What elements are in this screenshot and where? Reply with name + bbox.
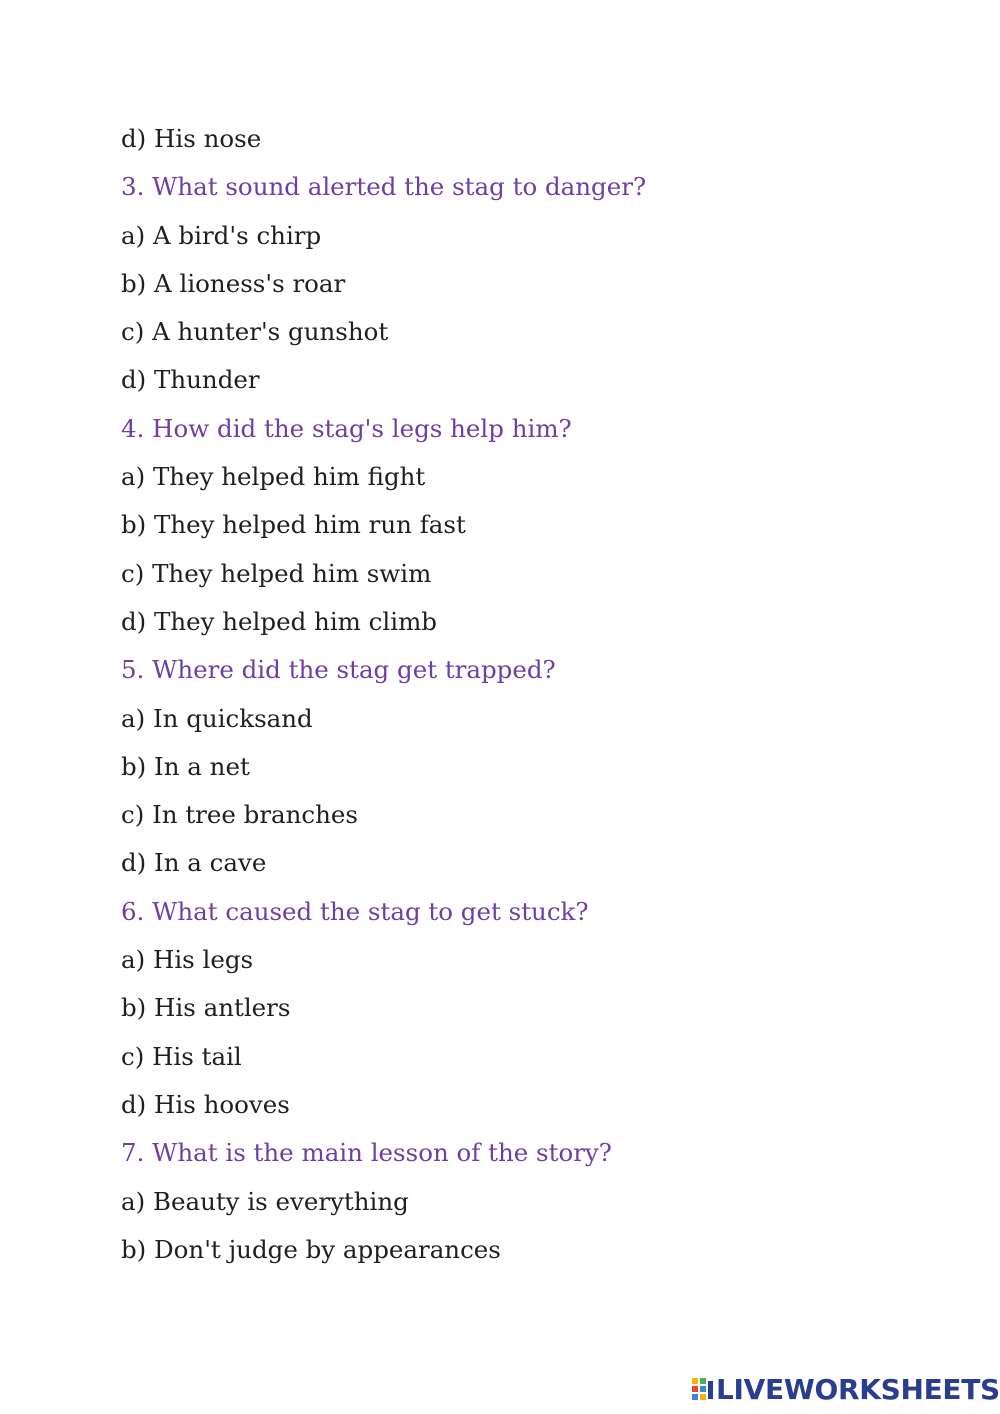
option-line: a) In quicksand — [121, 703, 313, 733]
worksheet-content — [121, 119, 941, 1278]
option-line: d) In a cave — [121, 848, 267, 878]
liveworksheets-brand — [692, 1374, 1000, 1406]
option-line: d) They helped him climb — [121, 606, 437, 636]
question-line: 6. What caused the stag to get stuck? — [121, 896, 589, 926]
liveworksheets-logo-icon — [692, 1377, 714, 1403]
question-line: 7. What is the main lesson of the story? — [121, 1138, 612, 1168]
question-line: 3. What sound alerted the stag to danger? — [121, 172, 647, 202]
option-line: a) His legs — [121, 945, 254, 975]
option-line: b) In a net — [121, 751, 250, 781]
option-line: d) Thunder — [121, 365, 260, 395]
option-line: b) A lioness's roar — [121, 268, 346, 298]
option-line: c) In tree branches — [121, 800, 359, 830]
option-line: a) Beauty is everything — [121, 1186, 409, 1216]
option-line: c) His tail — [121, 1041, 242, 1071]
option-line: a) A bird's chirp — [121, 220, 322, 250]
question-line: 4. How did the stag's legs help him? — [121, 413, 572, 443]
option-line: b) His antlers — [121, 993, 291, 1023]
option-line: c) They helped him swim — [121, 558, 432, 588]
option-line: d) His hooves — [121, 1089, 290, 1119]
brand-name: LIVEWORKSHEETS — [716, 1373, 1000, 1406]
option-line: d) His nose — [121, 124, 262, 153]
option-line: c) A hunter's gunshot — [121, 317, 389, 347]
question-line: 5. Where did the stag get trapped? — [121, 655, 556, 685]
option-line: b) They helped him run fast — [121, 510, 466, 540]
option-line: b) Don't judge by appearances — [121, 1234, 501, 1264]
option-line: a) They helped him fight — [121, 462, 426, 492]
